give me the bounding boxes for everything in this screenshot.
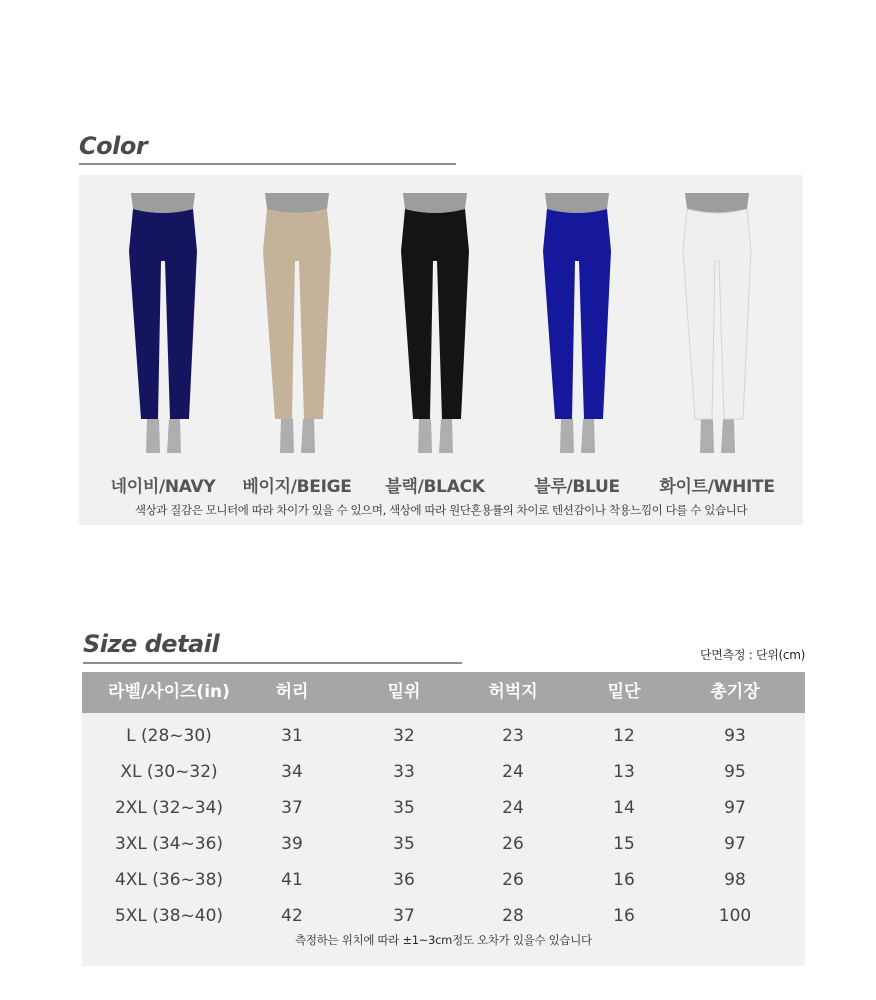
table-row xyxy=(82,754,805,790)
table-row xyxy=(82,718,805,754)
table-row xyxy=(82,862,805,898)
size-value-cell: 26 xyxy=(502,870,524,890)
size-value-cell: 32 xyxy=(393,726,415,746)
color-section-title: Color xyxy=(79,132,148,160)
size-label-cell: L (28~30) xyxy=(126,726,212,746)
size-value-cell: 100 xyxy=(718,906,752,926)
size-value-cell: 97 xyxy=(724,834,746,854)
size-value-cell: 35 xyxy=(393,834,415,854)
size-disclaimer: 측정하는 위치에 따라 ±1~3cm정도 오차가 있을수 있습니다 xyxy=(295,933,592,947)
size-header-cell: 밑단 xyxy=(607,682,641,702)
size-label-cell: XL (30~32) xyxy=(120,762,218,782)
pants-swatch-3 xyxy=(385,191,485,461)
size-header-cell: 허리 xyxy=(275,682,309,702)
size-value-cell: 93 xyxy=(724,726,746,746)
color-label: 베이지/BEIGE xyxy=(242,477,352,497)
size-value-cell: 16 xyxy=(613,906,635,926)
size-value-cell: 37 xyxy=(393,906,415,926)
color-label: 네이비/NAVY xyxy=(110,477,216,497)
size-value-cell: 98 xyxy=(724,870,746,890)
pants-swatch-2 xyxy=(247,191,347,461)
size-value-cell: 42 xyxy=(281,906,303,926)
size-label-cell: 3XL (34~36) xyxy=(114,834,224,854)
pants-swatch-1 xyxy=(113,191,213,461)
size-value-cell: 24 xyxy=(502,798,524,818)
size-value-cell: 37 xyxy=(281,798,303,818)
color-label: 블랙/BLACK xyxy=(385,477,485,497)
color-title-underline xyxy=(79,163,456,165)
color-label: 블루/BLUE xyxy=(534,477,620,497)
size-value-cell: 31 xyxy=(281,726,303,746)
size-header-cell: 라벨/사이즈(in) xyxy=(108,682,230,702)
size-value-cell: 34 xyxy=(281,762,303,782)
size-value-cell: 95 xyxy=(724,762,746,782)
unit-note: 단면측정 : 단위(cm) xyxy=(700,648,805,662)
size-table-header xyxy=(82,672,805,713)
size-header-cell: 허벅지 xyxy=(488,682,538,702)
size-value-cell: 24 xyxy=(502,762,524,782)
size-value-cell: 28 xyxy=(502,906,524,926)
size-value-cell: 36 xyxy=(393,870,415,890)
size-value-cell: 15 xyxy=(613,834,635,854)
size-section-title: Size detail xyxy=(83,630,220,658)
table-row xyxy=(82,790,805,826)
size-label-cell: 2XL (32~34) xyxy=(114,798,224,818)
color-disclaimer: 색상과 질감은 모니터에 따라 차이가 있을 수 있으며, 색상에 따라 원단혼용률의 차이로 텐션감이나 착용느낌이 다를 수 있습니다 xyxy=(134,503,748,517)
size-value-cell: 16 xyxy=(613,870,635,890)
size-value-cell: 39 xyxy=(281,834,303,854)
size-value-cell: 35 xyxy=(393,798,415,818)
size-value-cell: 13 xyxy=(613,762,635,782)
size-header-cell: 밑위 xyxy=(387,682,421,702)
size-value-cell: 26 xyxy=(502,834,524,854)
size-value-cell: 97 xyxy=(724,798,746,818)
table-row xyxy=(82,826,805,862)
pants-swatch-5 xyxy=(667,191,767,461)
size-label-cell: 5XL (38~40) xyxy=(114,906,224,926)
size-value-cell: 23 xyxy=(502,726,524,746)
size-value-cell: 33 xyxy=(393,762,415,782)
size-table xyxy=(82,672,805,966)
color-panel xyxy=(79,175,803,525)
size-value-cell: 14 xyxy=(613,798,635,818)
size-value-cell: 41 xyxy=(281,870,303,890)
table-row xyxy=(82,898,805,934)
size-title-underline xyxy=(83,662,462,664)
color-label: 화이트/WHITE xyxy=(659,477,775,497)
size-header-cell: 총기장 xyxy=(710,682,760,702)
pants-swatch-4 xyxy=(527,191,627,461)
size-label-cell: 4XL (36~38) xyxy=(114,870,224,890)
size-value-cell: 12 xyxy=(613,726,635,746)
